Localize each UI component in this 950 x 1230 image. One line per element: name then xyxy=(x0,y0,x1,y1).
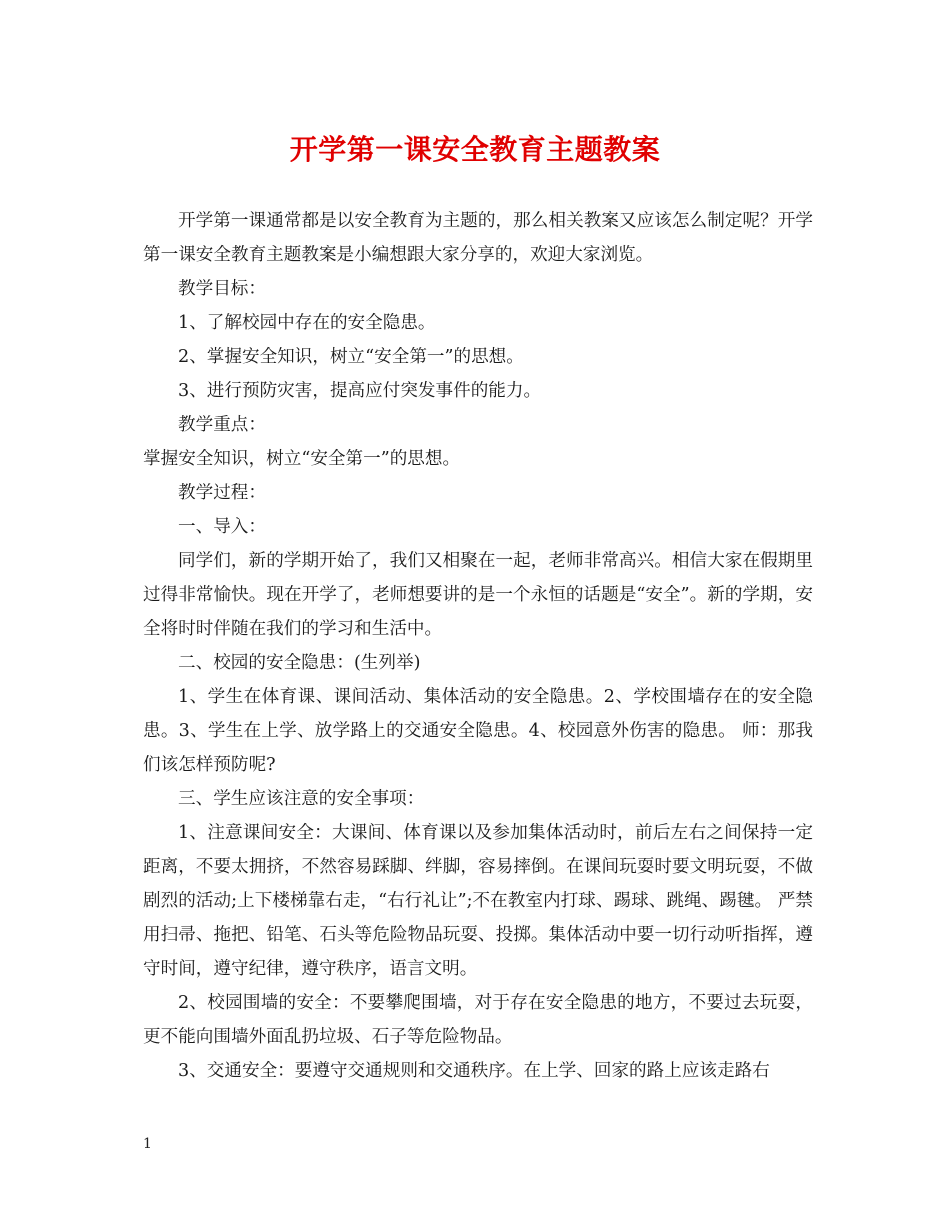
section-introduction-text: 同学们，新的学期开始了，我们又相聚在一起，老师非常高兴。相信大家在假期里过得非常愉快。现在开学了，老师想要讲的是一个永恒的话题是“安全”。新的学期，安全将时时伴随在我们的学习和生活中。 xyxy=(143,551,813,639)
precaution-item-2: 2、校园围墙的安全：不要攀爬围墙，对于存在安全隐患的地方，不要过去玩耍，更不能向围墙外面乱扔垃圾、石子等危险物品。 xyxy=(143,993,813,1047)
section-hazards-heading: 二、校园的安全隐患：(生列举) xyxy=(178,653,421,673)
heading-teaching-goals: 教学目标： xyxy=(178,279,266,299)
section-introduction-heading: 一、导入： xyxy=(178,517,266,537)
document-body xyxy=(143,204,813,1088)
heading-teaching-process: 教学过程： xyxy=(178,483,266,503)
goal-item-3: 3、进行预防灾害，提高应付突发事件的能力。 xyxy=(178,381,542,401)
precaution-item-3: 3、交通安全：要遵守交通规则和交通秩序。在上学、回家的路上应该走路右 xyxy=(178,1061,770,1081)
document-title: 开学第一课安全教育主题教案 xyxy=(289,133,661,166)
heading-teaching-focus: 教学重点： xyxy=(178,415,266,435)
page-number: 1 xyxy=(143,1136,152,1152)
precaution-item-1: 1、注意课间安全：大课间、体育课以及参加集体活动时，前后左右之间保持一定距离，不要太拥挤，不然容易踩脚、绊脚，容易摔倒。在课间玩耍时要文明玩耍，不做剧烈的活动;上下楼梯靠右走，“右行礼让”;不在教室内打球、踢球、跳绳、踢毽。 严禁用扫帚、拖把、铅笔、石头等危险物品玩耍、投掷。集体活动中要一切行动听指挥，遵守时间，遵守纪律，遵守秩序，语言文明。 xyxy=(143,823,813,979)
section-precautions-heading: 三、学生应该注意的安全事项： xyxy=(178,789,425,809)
section-hazards-text: 1、学生在体育课、课间活动、集体活动的安全隐患。2、学校围墙存在的安全隐患。3、学生在上学、放学路上的交通安全隐患。4、校园意外伤害的隐患。 师：那我们该怎样预防呢? xyxy=(143,687,813,775)
goal-item-2: 2、掌握安全知识，树立“安全第一”的思想。 xyxy=(178,347,524,367)
paragraph-intro: 开学第一课通常都是以安全教育为主题的，那么相关教案又应该怎么制定呢？开学第一课安全教育主题教案是小编想跟大家分享的，欢迎大家浏览。 xyxy=(143,211,813,265)
goal-item-1: 1、了解校园中存在的安全隐患。 xyxy=(178,313,436,333)
teaching-focus-text: 掌握安全知识，树立“安全第一”的思想。 xyxy=(143,449,461,469)
